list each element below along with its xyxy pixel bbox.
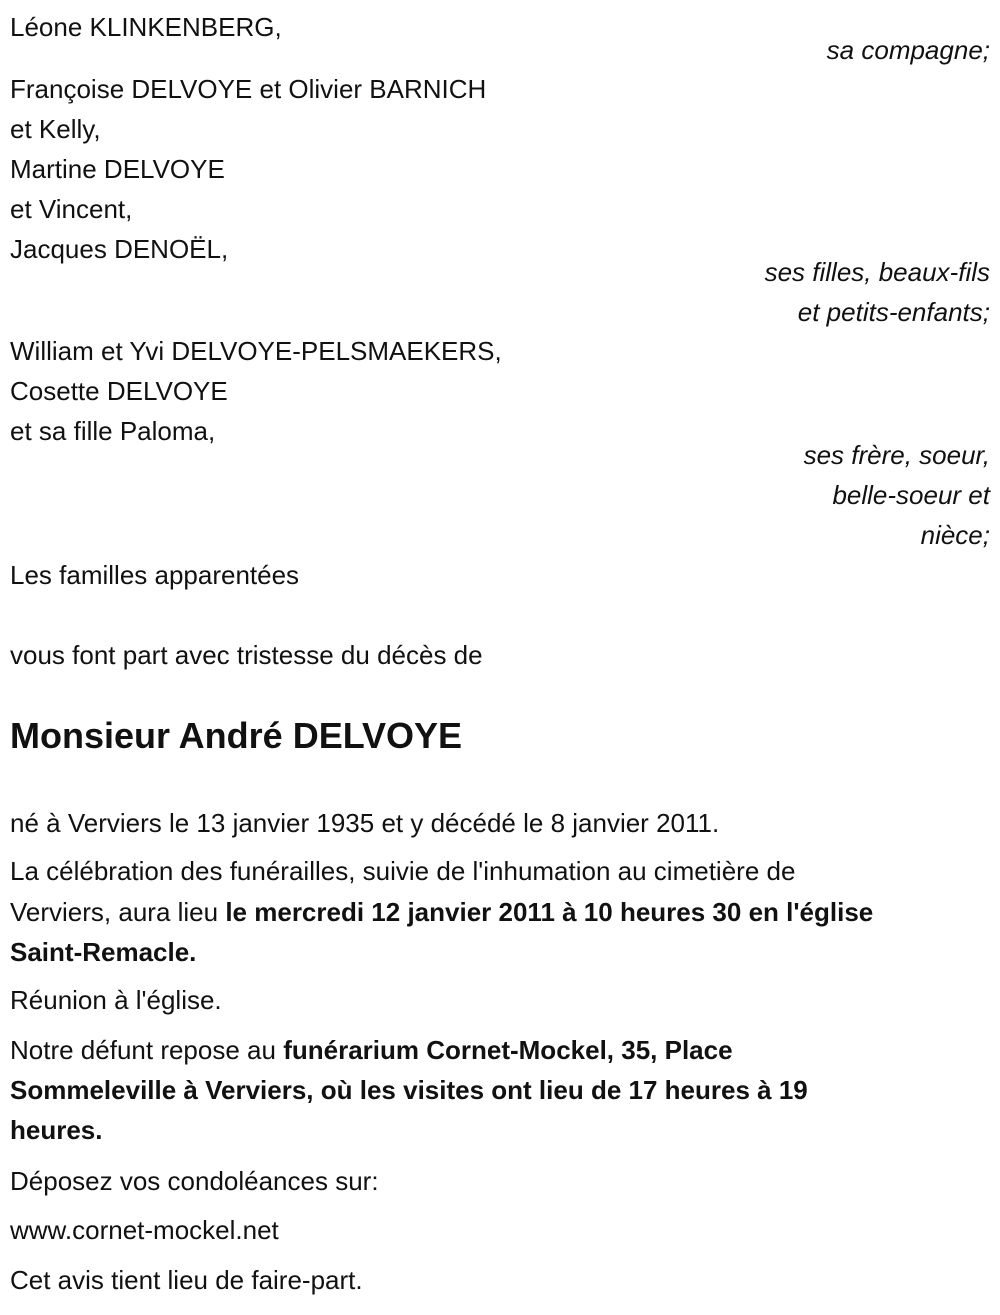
companion-name: Léone KLINKENBERG, [10,12,282,42]
repose-details: heures. [10,1115,103,1145]
companion-role: sa compagne; [826,35,990,65]
child-line: Françoise DELVOYE et Olivier BARNICH [10,74,487,104]
closing-note: Cet avis tient lieu de faire-part. [10,1265,363,1295]
funeral-line [10,896,873,928]
siblings-role: nièce; [920,520,990,550]
sibling-line: Cosette DELVOYE [10,376,228,406]
deceased-name: Monsieur André DELVOYE [10,715,463,756]
meeting: Réunion à l'église. [10,985,222,1015]
funeral-text: Verviers, aura lieu [10,897,226,927]
child-line: Martine DELVOYE [10,154,225,184]
announcement: vous font part avec tristesse du décès de [10,640,483,670]
siblings-role: belle-soeur et [832,480,990,510]
children-role: ses filles, beaux-fils [764,257,990,287]
birth-death: né à Verviers le 13 janvier 1935 et y décédé le 8 janvier 2011. [10,808,720,838]
condolences-label: Déposez vos condoléances sur: [10,1166,379,1196]
repose-details: Sommeleville à Verviers, où les visites ont lieu de 17 heures à 19 [10,1075,808,1105]
repose-line [10,1034,733,1066]
siblings-role: ses frère, soeur, [803,440,990,470]
children-role: et petits-enfants; [797,297,990,327]
sibling-line: et sa fille Paloma, [10,416,216,446]
child-line: Jacques DENOËL, [10,234,229,264]
sibling-line: William et Yvi DELVOYE-PELSMAEKERS, [10,336,502,366]
repose-line [10,1074,808,1106]
website-link[interactable]: www.cornet-mockel.net [10,1215,279,1245]
repose-line [10,1114,103,1146]
child-line: et Vincent, [10,194,133,224]
child-line: et Kelly, [10,114,101,144]
funeral-church: Saint-Remacle. [10,937,197,967]
repose-details: funérarium Cornet-Mockel, 35, Place [283,1035,733,1065]
funeral-line: La célébration des funérailles, suivie de l'inhumation au cimetière de [10,856,796,886]
repose-text: Notre défunt repose au [10,1035,284,1065]
related-families: Les familles apparentées [10,560,300,590]
funeral-line [10,936,196,968]
funeral-details: le mercredi 12 janvier 2011 à 10 heures 30 en l'église [225,897,874,927]
